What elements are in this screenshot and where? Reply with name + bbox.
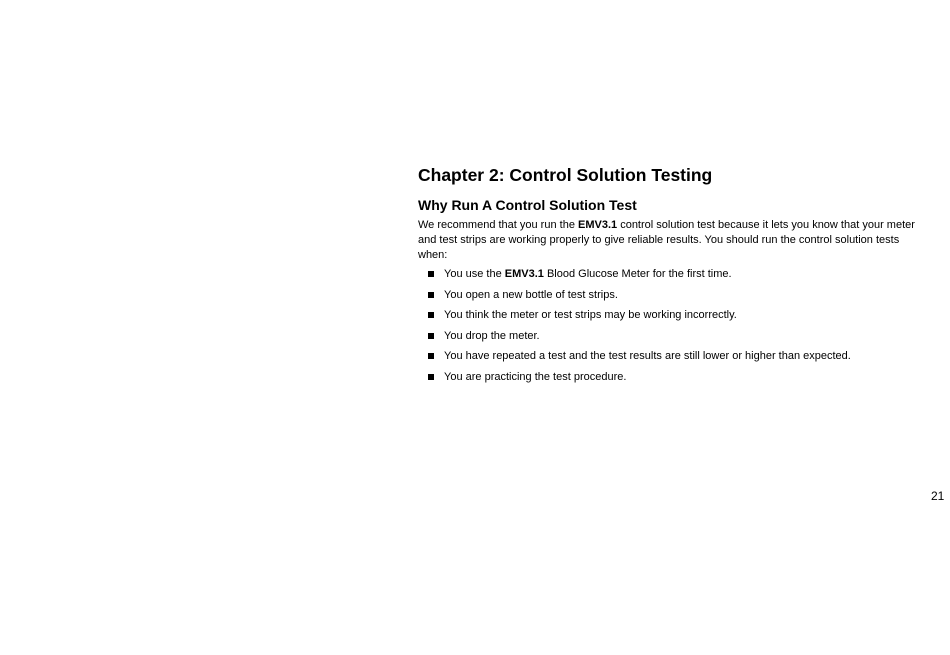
list-item-text: You open a new bottle of test strips. xyxy=(444,288,618,301)
square-bullet-icon xyxy=(428,333,434,339)
list-item xyxy=(418,329,930,344)
list-item-text xyxy=(444,268,732,280)
list-item-text-before: You use the xyxy=(444,268,505,280)
list-item-text-after: Blood Glucose Meter for the first time. xyxy=(543,268,732,280)
list-item-bold: EMV3.1 xyxy=(504,268,544,280)
chapter-title: Chapter 2: Control Solution Testing xyxy=(418,165,713,185)
square-bullet-icon xyxy=(428,271,434,277)
list-item xyxy=(418,288,930,303)
list-item xyxy=(418,370,930,385)
bullet-list xyxy=(418,267,930,385)
list-item-text: You have repeated a test and the test results are still lower or higher than expected. xyxy=(444,350,851,362)
product-name: EMV3.1 xyxy=(578,219,618,231)
list-item-text: You are practicing the test procedure. xyxy=(444,370,627,383)
square-bullet-icon xyxy=(428,374,434,380)
list-item-text: You drop the meter. xyxy=(444,329,540,342)
section-title: Why Run A Control Solution Test xyxy=(418,197,637,213)
list-item xyxy=(418,349,930,364)
list-item xyxy=(418,267,930,282)
intro-text-before: We recommend that you run the xyxy=(418,219,578,231)
intro-paragraph xyxy=(418,218,930,263)
square-bullet-icon xyxy=(428,312,434,318)
square-bullet-icon xyxy=(428,353,434,359)
list-item-text: You think the meter or test strips may be working incorrectly. xyxy=(444,309,737,321)
list-item xyxy=(418,308,930,323)
page-content xyxy=(418,164,930,390)
intro-text-after: control solution test because it lets you know that your meter and test strips are working properly to give reliable results. You should run the control solution tests when: xyxy=(418,219,915,261)
square-bullet-icon xyxy=(428,292,434,298)
page-number: 21 xyxy=(931,489,945,503)
